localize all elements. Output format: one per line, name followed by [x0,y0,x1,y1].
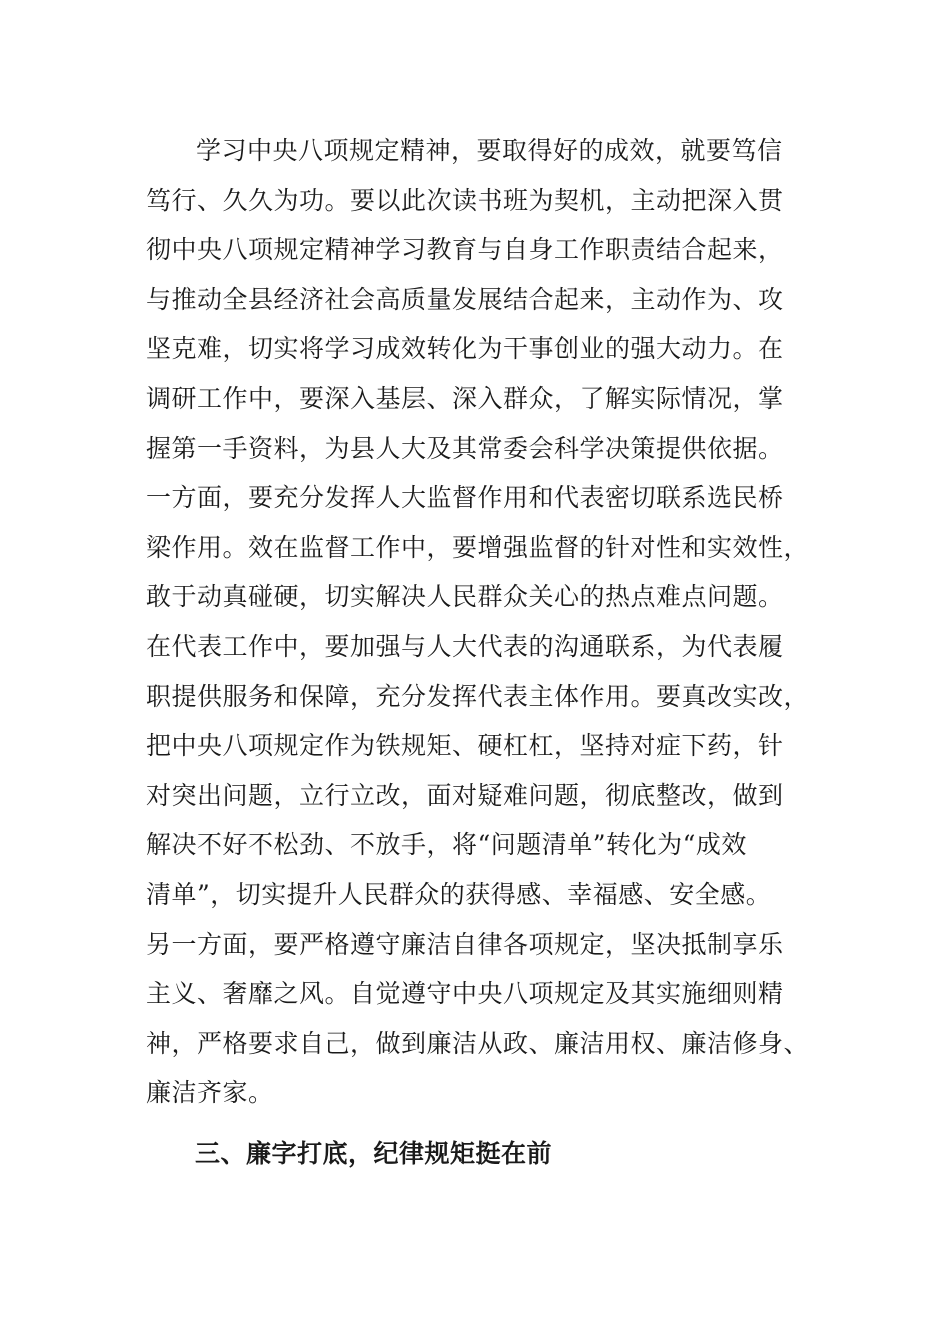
paragraph-line: 梁作用。效在监督工作中，要增强监督的针对性和实效性， [146,532,810,562]
paragraph-line: 调研工作中，要深入基层、深入群众，了解实际情况，掌 [146,383,784,413]
paragraph-line: 敢于动真碰硬，切实解决人民群众关心的热点难点问题。 [146,582,784,612]
paragraph-line: 学习中央八项规定精神，要取得好的成效，就要笃信 [196,136,783,165]
paragraph-line: 对突出问题，立行立改，面对疑难问题，彻底整改，做到 [146,780,784,810]
paragraph-line: 把中央八项规定作为铁规矩、硬杠杠，坚持对症下药，针 [146,731,784,761]
paragraph-line: 彻中央八项规定精神学习教育与自身工作职责结合起来， [146,235,784,265]
paragraph-line: 坚克难，切实将学习成效转化为干事创业的强大动力。在 [146,334,784,364]
section-heading: 三、廉字打底，纪律规矩挺在前 [195,1139,553,1168]
paragraph-line: 主义、奢靡之风。自觉遵守中央八项规定及其实施细则精 [146,979,784,1009]
paragraph-line: 神，严格要求自己，做到廉洁从政、廉洁用权、廉洁修身、 [146,1028,810,1058]
paragraph-line: 解决不好不松劲、不放手，将“问题清单”转化为“成效 [146,830,747,860]
paragraph-line: 廉洁齐家。 [146,1078,274,1108]
paragraph-line: 职提供服务和保障，充分发挥代表主体作用。要真改实改， [146,681,810,711]
paragraph-line: 一方面，要充分发挥人大监督作用和代表密切联系选民桥 [146,483,784,513]
paragraph-line: 与推动全县经济社会高质量发展结合起来，主动作为、攻 [146,284,784,314]
paragraph-line: 在代表工作中，要加强与人大代表的沟通联系，为代表履 [146,631,784,661]
paragraph-line: 握第一手资料，为县人大及其常委会科学决策提供依据。 [146,433,784,463]
body-paragraph [146,126,810,1118]
paragraph-line: 清单”，切实提升人民群众的获得感、幸福感、安全感。 [146,879,772,909]
paragraph-line: 笃行、久久为功。要以此次读书班为契机，主动把深入贯 [146,185,784,215]
paragraph-line: 另一方面，要严格遵守廉洁自律各项规定，坚决抵制享乐 [146,929,784,959]
